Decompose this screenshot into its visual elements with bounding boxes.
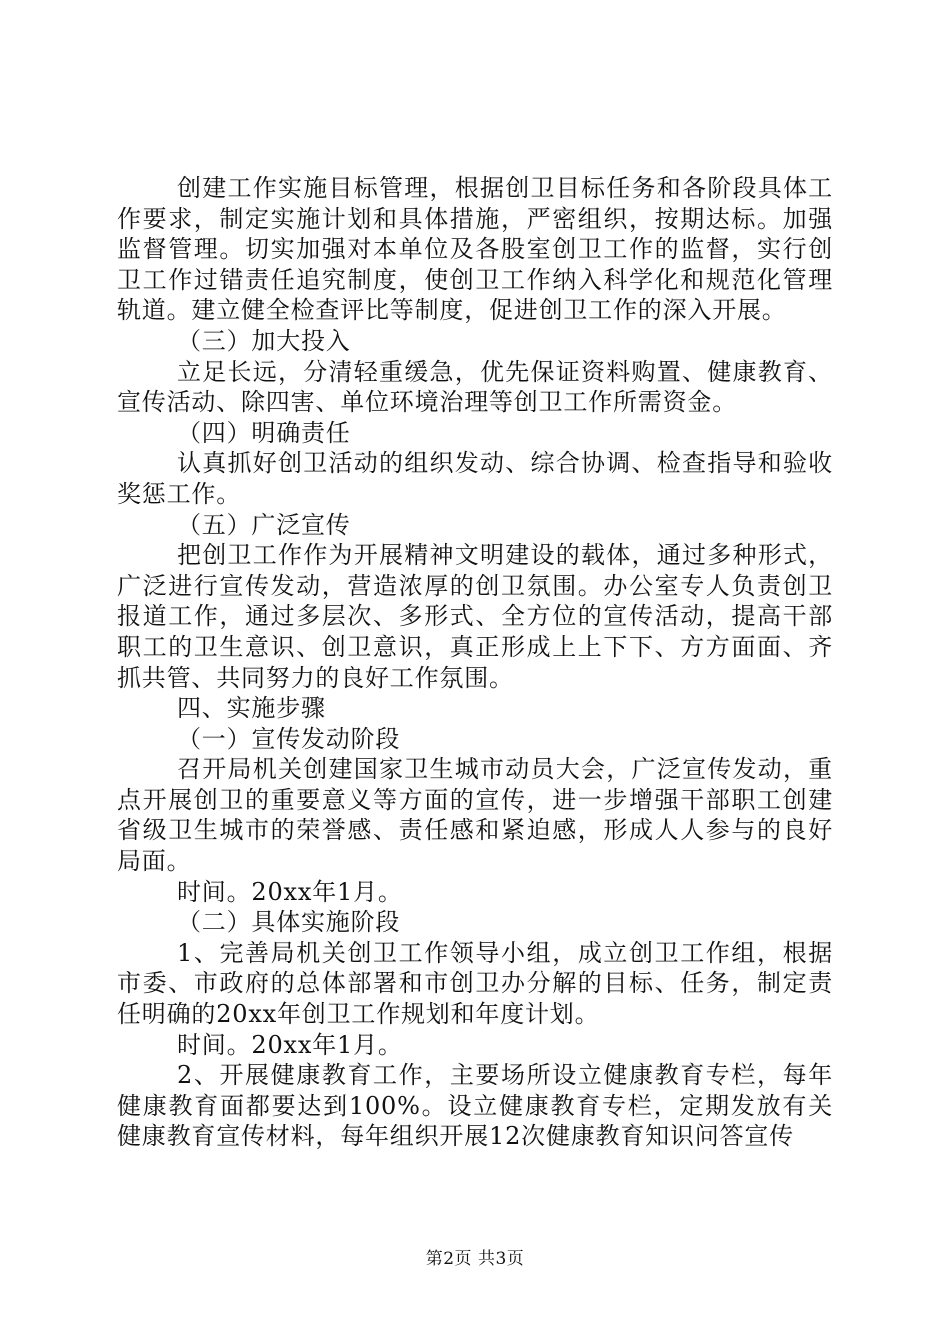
document-body <box>117 173 833 1152</box>
heading-publicity: （五）广泛宣传 <box>177 510 351 539</box>
paragraph-item-1: 1、完善局机关创卫工作领导小组，成立创卫工作组，根据市委、市政府的总体部署和市创卫办分解的目标、任务，制定责任明确的20xx年创卫工作规划和年度计划。 <box>117 938 833 1029</box>
paragraph-time-1: 时间。20xx年1月。 <box>177 877 403 906</box>
paragraph-item-2: 2、开展健康教育工作，主要场所设立健康教育专栏，每年健康教育面都要达到100%。设立健康教育专栏，定期发放有关健康教育宣传材料，每年组织开展12次健康教育知识问答宣传 <box>117 1061 833 1151</box>
paragraph-investment: 立足长远，分清轻重缓急，优先保证资料购置、健康教育、宣传活动、除四害、单位环境治理等创卫工作所需资金。 <box>117 357 833 417</box>
heading-clarify-responsibility: （四）明确责任 <box>177 418 351 447</box>
paragraph-time-2: 时间。20xx年1月。 <box>177 1030 403 1059</box>
heading-increase-investment: （三）加大投入 <box>177 326 351 355</box>
heading-mobilization-stage: （一）宣传发动阶段 <box>177 724 401 753</box>
heading-implementation-stage: （二）具体实施阶段 <box>177 908 401 937</box>
heading-implementation-steps: 四、实施步骤 <box>177 694 326 723</box>
paragraph-mobilization: 召开局机关创建国家卫生城市动员大会，广泛宣传发动，重点开展创卫的重要意义等方面的宣传，进一步增强干部职工创建省级卫生城市的荣誉感、责任感和紧迫感，形成人人参与的良好局面。 <box>117 755 833 876</box>
paragraph-responsibility: 认真抓好创卫活动的组织发动、综合协调、检查指导和验收奖惩工作。 <box>117 449 833 508</box>
page-number-footer: 第2页 共3页 <box>425 1249 525 1269</box>
paragraph-target-management: 创建工作实施目标管理，根据创卫目标任务和各阶段具体工作要求，制定实施计划和具体措施，严密组织，按期达标。加强监督管理。切实加强对本单位及各股室创卫工作的监督，实行创卫工作过错责任追究制度，使创卫工作纳入科学化和规范化管理轨道。建立健全检查评比等制度，促进创卫工作的深入开展。 <box>117 174 833 325</box>
paragraph-publicity: 把创卫工作作为开展精神文明建设的载体，通过多种形式，广泛进行宣传发动，营造浓厚的创卫氛围。办公室专人负责创卫报道工作，通过多层次、多形式、全方位的宣传活动，提高干部职工的卫生意识、创卫意识，真正形成上上下下、方方面面、齐抓共管、共同努力的良好工作氛围。 <box>117 541 833 692</box>
